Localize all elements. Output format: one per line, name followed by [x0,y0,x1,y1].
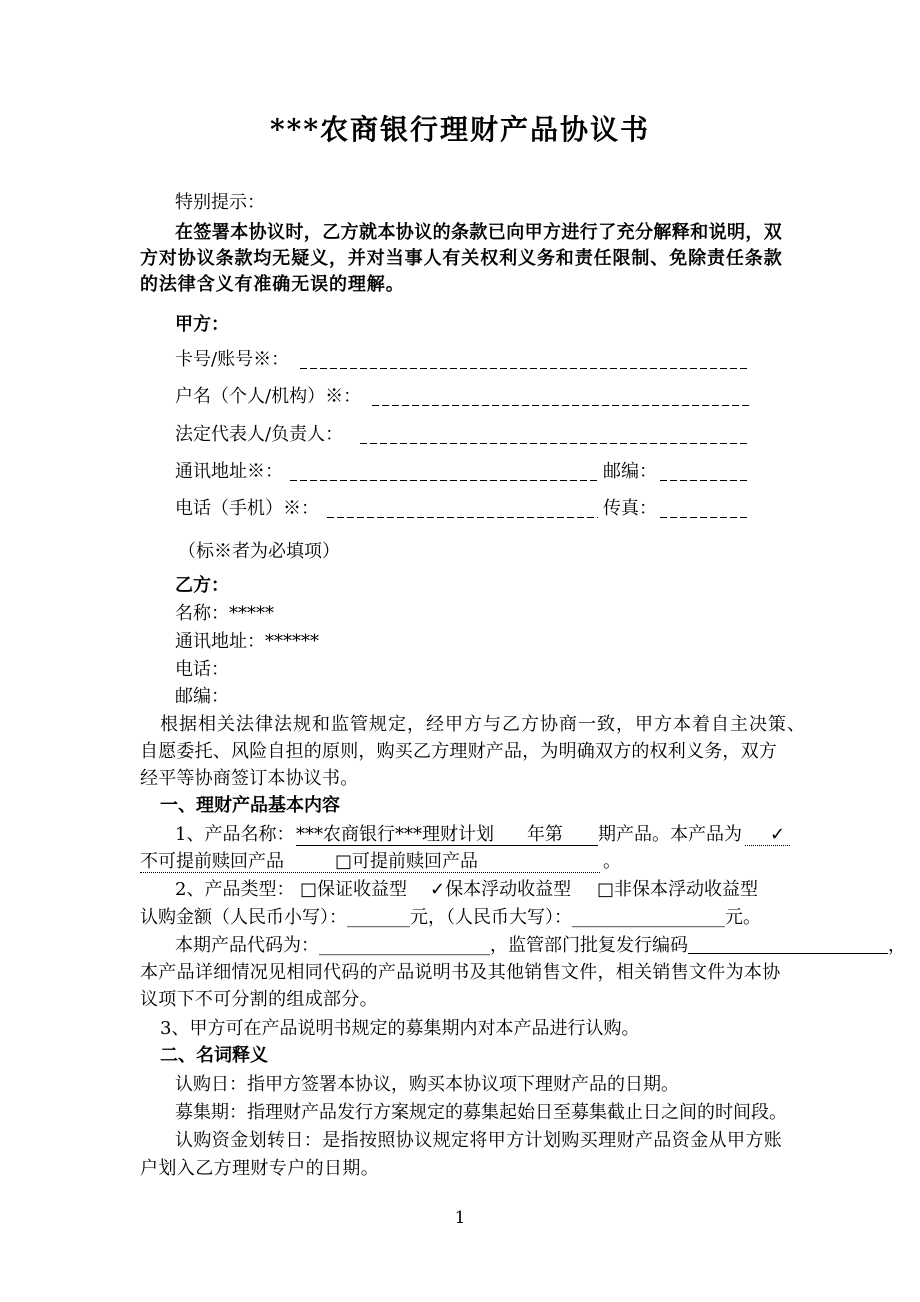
amount-end: 元。 [725,907,761,928]
checkbox-icon: □ [597,879,615,900]
notice-line: 在签署本协议时，乙方就本协议的条款已向甲方进行了充分解释和说明，双 [175,222,783,243]
product-name: ***农商银行***理财计划 [296,824,494,845]
product-type-label: 2、产品类型： [175,879,295,900]
product-year-text: 年第 [527,824,563,845]
party-b-name-value: ***** [229,603,274,624]
product-period-text: 期产品。本产品为 [598,824,742,845]
party-a-address-label: 通讯地址※： [175,461,283,482]
preamble-line: 经平等协商签订本协议书。 [140,768,359,789]
account-name-blank [372,405,750,406]
card-number-label: 卡号/账号※： [175,349,290,370]
document-title: ***农商银行理财产品协议书 [270,113,650,146]
party-b-postcode-label: 邮编： [175,686,229,707]
party-a-phone-blank [327,517,598,518]
preamble-line: 根据相关法律法规和监管规定，经甲方与乙方协商一致，甲方本着自主决策、 [160,714,806,735]
amount-large-label: 元，（人民币大写）： [410,907,572,928]
product-details-line: 本产品详细情况见相同代码的产品说明书及其他销售文件，相关销售文件为本协 [140,962,781,983]
product-code-label: 本期产品代码为： [175,935,319,956]
party-a-fax-blank [660,517,748,518]
party-b-heading: 乙方： [175,575,229,596]
amount-small-blank: _______ [347,907,410,928]
checkbox-icon: □ [335,851,353,872]
product-type-option [300,878,407,902]
product-code-end: ， [888,935,906,956]
page-number: 1 [454,1208,466,1228]
preamble-line: 自愿委托、风险自担的原则，购买乙方理财产品，为明确双方的权利义务，双方 [140,741,777,762]
amount-small-label: 认购金额（人民币小写）： [140,907,347,928]
party-b-address [175,630,319,654]
legal-rep-blank [360,443,750,444]
party-a-heading: 甲方： [175,314,229,335]
product-name-label: 1、产品名称： [175,824,295,845]
product-code-blank: ___________________ [319,935,490,956]
account-name-label: 户名（个人/机构）※： [175,386,362,407]
required-note: （标※者为必填项） [178,541,340,562]
item-3: 3、甲方可在产品说明书规定的募集期内对本产品进行认购。 [160,1018,640,1039]
notice-line: 的法律含义有准确无误的理解。 [140,274,405,295]
party-b-address-value: ****** [265,631,319,652]
section-2-heading: 二、名词释义 [160,1045,268,1066]
product-code-line [175,934,906,958]
redemption-option-other-label: 可提前赎回产品 [352,851,479,872]
notice-heading: 特别提示： [175,192,265,213]
product-type-option-label: 保证收益型 [317,879,408,900]
subscription-amount-line [140,906,761,930]
notice-line: 方对协议条款均无疑义，并对当事人有关权利义务和责任限制、免除责任条款 [140,248,783,269]
product-type-option-label: 非保本浮动收益型 [614,879,759,900]
party-b-address-label: 通讯地址： [175,631,265,652]
product-type-option-label: 保本浮动收益型 [445,879,572,900]
card-number-blank [300,368,750,369]
definition-raising-period: 募集期：指理财产品发行方案规定的募集起始日至募集截止日之间的时间段。 [175,1102,787,1123]
product-type-option [430,878,571,902]
party-b-name [175,602,274,626]
party-a-postcode-label: 邮编： [603,461,657,482]
party-a-phone-label: 电话（手机）※： [175,498,319,519]
product-details-line: 议项下不可分割的组成部分。 [140,989,378,1010]
party-a-postcode-blank [660,480,748,481]
definition-fund-transfer-day: 户划入乙方理财专户的日期。 [140,1158,380,1179]
amount-large-blank: _________________ [572,907,725,928]
definition-fund-transfer-day: 认购资金划转日：是指按照协议规定将甲方计划购买理财产品资金从甲方账 [175,1130,783,1151]
legal-rep-label: 法定代表人/负责人： [175,424,344,445]
approval-number-blank [688,937,888,954]
party-a-fax-label: 传真： [603,498,657,519]
check-mark-icon: ✓ [770,824,786,845]
party-b-phone-label: 电话： [175,659,229,680]
redemption-option-other [335,850,478,874]
party-b-name-label: 名称： [175,603,229,624]
definition-subscription-day: 认购日：指甲方签署本协议，购买本协议项下理财产品的日期。 [175,1074,679,1095]
redemption-end-mark: 。 [603,851,621,872]
check-mark-icon: ✓ [430,879,446,900]
approval-number-label: ，监管部门批复发行编码 [490,935,688,956]
section-1-heading: 一、理财产品基本内容 [160,795,340,816]
redemption-option-selected: 不可提前赎回产品 [140,851,284,872]
checkbox-icon: □ [300,879,318,900]
party-a-address-blank [290,480,598,481]
product-type-option [597,878,758,902]
